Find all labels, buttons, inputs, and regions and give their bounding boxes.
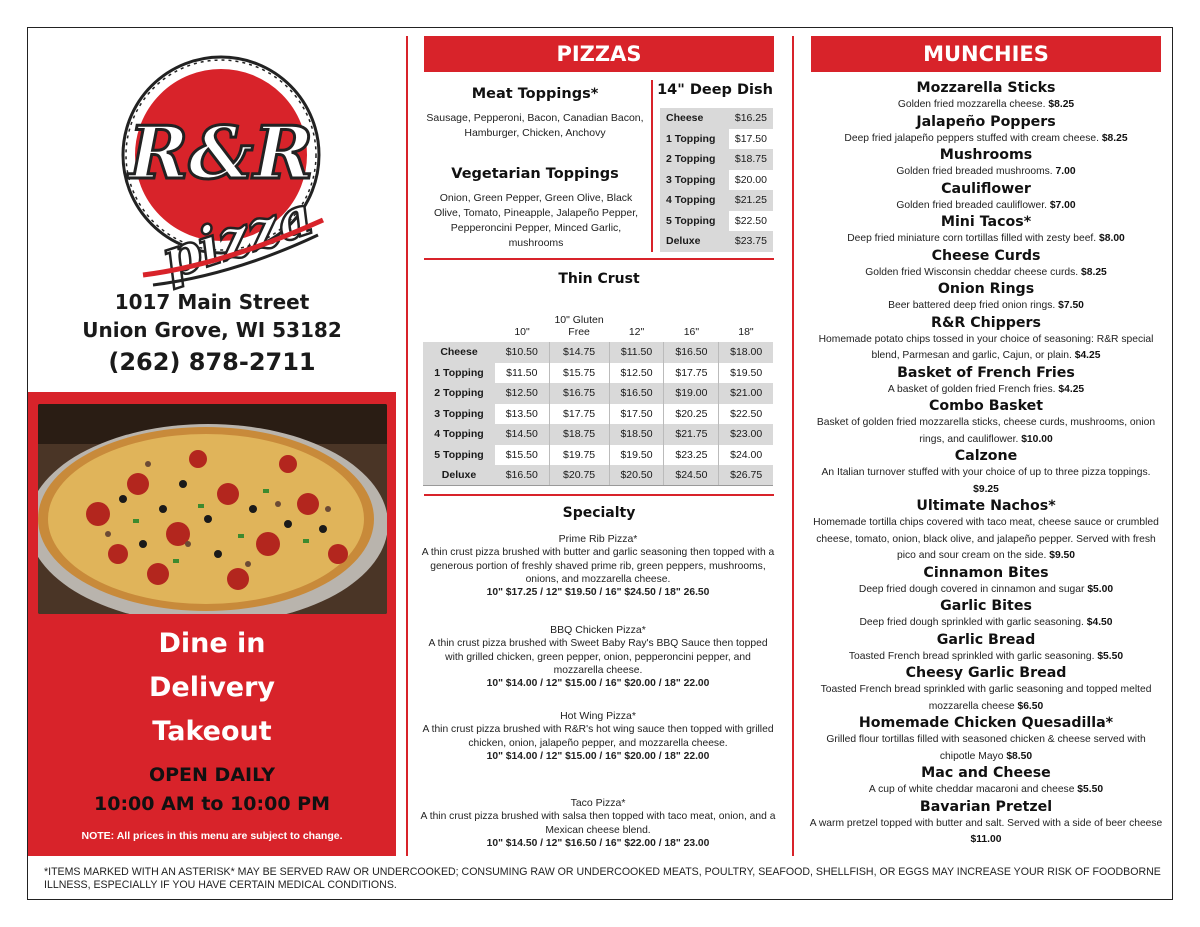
deep-dish-label: 3 Topping — [660, 170, 729, 191]
thin-crust-size-header: 12" — [628, 326, 645, 338]
specialty-price: 10" $14.50 / 12" $16.50 / 16" $22.00 / 18" 23.00 — [486, 837, 710, 849]
munchie-desc-text: Toasted French bread sprinkled with garlic seasoning and topped melted mozzarella cheese — [820, 684, 1152, 712]
thin-crust-row — [423, 424, 773, 445]
rr-pizza-logo — [113, 50, 333, 300]
service-delivery: Delivery — [148, 672, 276, 703]
munchie-name: Calzone — [954, 448, 1018, 464]
thin-crust-price: $12.50 — [495, 383, 549, 404]
thin-crust-price: $18.50 — [609, 424, 664, 445]
deep-dish-title: 14" Deep Dish — [657, 82, 773, 98]
deep-dish-price: $22.50 — [734, 214, 767, 227]
munchie-name: Cheesy Garlic Bread — [905, 665, 1067, 681]
munchie-desc — [808, 732, 1164, 765]
logo-word-text: pizza — [153, 182, 321, 292]
munchie-name: Homemade Chicken Quesadilla* — [858, 715, 1114, 731]
thin-crust-price: $16.50 — [664, 342, 719, 363]
munchie-price: $9.50 — [1049, 550, 1076, 561]
munchie-desc-text: Deep fried miniature corn tortillas filled with zesty beef. — [847, 233, 1097, 244]
munchie-name: Cinnamon Bites — [923, 564, 1049, 581]
munchie-desc — [808, 782, 1164, 799]
thin-crust-price: $19.00 — [664, 383, 719, 404]
specialty-item — [420, 624, 776, 690]
munchie-desc — [808, 265, 1164, 282]
footer-disclaimer: *ITEMS MARKED WITH AN ASTERISK* MAY BE SERVED RAW OR UNDERCOOKED; CONSUMING RAW OR UNDERCOOKED MEATS, POULTRY, SEAFOOD, SHELLFISH, OR EGGS MAY INCREASE YOUR RISK OF FOODBORNE ILLNESS, ESPECIALLY IF YOU HAVE CERTAIN MEDICAL CONDITIONS. — [44, 866, 1161, 891]
munchie-desc — [808, 332, 1164, 365]
city-address: Union Grove, WI 53182 — [82, 318, 342, 342]
thin-crust-price: $14.50 — [495, 424, 549, 445]
deep-dish-label: Deluxe — [660, 231, 729, 252]
specialty-desc: A thin crust pizza brushed with Sweet Baby Ray's BBQ Sauce then topped with grilled chicken, green pepper, onion, pepperoncini pepper, and mozzarella cheese. — [428, 638, 768, 676]
specialty-desc: A thin crust pizza brushed with R&R's hot wing sauce then topped with grilled chicken, onion, jalapeño pepper, and mozzarella cheese. — [422, 724, 774, 749]
service-dine-in: Dine in — [158, 628, 266, 659]
munchie-price: $4.25 — [1058, 383, 1085, 395]
street-address: 1017 Main Street — [114, 290, 310, 314]
thin-crust-price: $20.75 — [549, 465, 609, 486]
munchie-price: $11.00 — [970, 834, 1002, 845]
munchie-price: $5.50 — [1097, 650, 1124, 662]
thin-crust-price: $23.25 — [664, 445, 719, 466]
thin-crust-price: $24.50 — [664, 465, 719, 486]
deep-dish-label: 2 Topping — [660, 149, 729, 170]
deep-dish-price: $21.25 — [729, 190, 773, 211]
phone-number[interactable]: (262) 878-2711 — [108, 348, 316, 376]
munchie-price: $5.00 — [1087, 583, 1114, 595]
munchie-desc — [808, 582, 1164, 599]
thin-crust-price: $21.75 — [664, 424, 719, 445]
thin-crust-label: 1 Topping — [423, 363, 495, 384]
thin-crust-row — [423, 383, 773, 404]
munchie-price: $8.00 — [1099, 233, 1125, 244]
veg-toppings-title: Vegetarian Toppings — [451, 166, 619, 182]
munchie-desc-text: Toasted French bread sprinkled with garlic seasoning. — [848, 650, 1095, 662]
munchie-desc-text: A warm pretzel topped with butter and salt. Served with a side of beer cheese — [809, 817, 1163, 829]
thin-crust-size-header: 16" — [683, 326, 700, 338]
specialty-title: Specialty — [562, 505, 636, 521]
price-note: NOTE: All prices in this menu are subject to change. — [81, 830, 343, 842]
specialty-price: 10" $17.25 / 12" $19.50 / 16" $24.50 / 18" 26.50 — [486, 587, 710, 599]
thin-crust-price: $19.50 — [609, 445, 664, 466]
thin-crust-price: $19.50 — [730, 366, 763, 379]
munchie-price: 7.00 — [1055, 166, 1076, 177]
thin-crust-price: $11.50 — [609, 342, 664, 363]
munchie-name: Garlic Bread — [936, 631, 1036, 648]
thin-crust-price: $18.00 — [719, 342, 773, 363]
munchie-name: Mozzarella Sticks — [916, 80, 1056, 96]
info-panel — [28, 392, 396, 856]
munchie-desc — [808, 97, 1164, 114]
munchie-desc-text: A basket of golden fried French fries. — [887, 383, 1056, 395]
logo-brand-text: R&R — [128, 110, 314, 195]
column-divider-left — [406, 36, 408, 856]
munchie-name: Mini Tacos* — [940, 214, 1032, 230]
munchie-desc-text: Golden fried breaded mushrooms. — [896, 166, 1053, 177]
thin-crust-price: $21.00 — [719, 383, 773, 404]
hours-text: 10:00 AM to 10:00 PM — [94, 793, 330, 815]
specialty-price: 10" $14.00 / 12" $15.00 / 16" $20.00 / 18" 22.00 — [486, 678, 710, 690]
thin-crust-size-header: 18" — [738, 326, 754, 338]
munchie-name: Basket of French Fries — [897, 364, 1075, 381]
meat-toppings-text: Sausage, Pepperoni, Bacon, Canadian Bacon, Hamburger, Chicken, Anchovy — [426, 112, 644, 139]
munchie-desc — [808, 382, 1164, 399]
munchie-name: Jalapeño Poppers — [916, 113, 1056, 130]
thin-crust-label: 3 Topping — [423, 404, 495, 425]
thin-crust-row — [423, 342, 773, 363]
deep-dish-row — [660, 170, 773, 191]
munchie-desc — [808, 131, 1164, 148]
munchie-desc-text: Grilled flour tortillas filled with seasoned chicken & cheese served with chipotle Mayo — [826, 734, 1146, 762]
thin-crust-price: $13.50 — [495, 404, 549, 425]
munchie-price: $10.00 — [1021, 433, 1053, 445]
deep-dish-label: 1 Topping — [660, 129, 729, 150]
munchie-name: Cheese Curds — [931, 247, 1041, 264]
munchie-desc — [808, 515, 1164, 565]
munchie-desc-text: Golden fried breaded cauliflower. — [896, 199, 1047, 211]
thin-crust-price: $17.75 — [549, 404, 609, 425]
thin-crust-row — [423, 445, 773, 466]
thin-crust-price: $11.50 — [495, 363, 549, 384]
thin-crust-row — [423, 363, 773, 384]
column-divider-right — [792, 36, 794, 856]
specialty-name: Prime Rib Pizza* — [558, 533, 638, 545]
thin-crust-price: $16.50 — [609, 383, 664, 404]
munchie-desc — [808, 682, 1164, 715]
deep-dish-row — [660, 211, 773, 232]
thin-crust-price: $16.75 — [549, 383, 609, 404]
munchie-price: $5.50 — [1077, 784, 1104, 795]
deep-dish-row — [660, 129, 773, 150]
munchie-name: Cauliflower — [941, 180, 1031, 197]
munchie-price: $9.25 — [973, 483, 999, 495]
specialty-item — [420, 533, 776, 599]
deep-dish-label: 5 Topping — [660, 211, 729, 232]
thin-crust-price: $20.25 — [664, 404, 719, 425]
thin-crust-label: 4 Topping — [423, 424, 495, 445]
thin-crust-price: $17.50 — [609, 404, 664, 425]
thin-crust-size-header: 10" Gluten Free — [554, 314, 604, 338]
thin-crust-price: $20.50 — [609, 465, 664, 486]
thin-crust-price: $17.75 — [664, 363, 719, 384]
munchie-name: Ultimate Nachos* — [916, 498, 1056, 514]
thin-crust-price: $19.75 — [549, 445, 609, 466]
munchie-desc — [808, 164, 1164, 181]
munchie-desc-text: Golden fried mozzarella cheese. — [897, 99, 1046, 110]
munchie-name: R&R Chippers — [931, 314, 1041, 331]
toppings-divider — [651, 80, 653, 252]
munchie-desc-text: Homemade tortilla chips covered with taco meat, cheese sauce or crumbled cheese, tomato, onion, black olive, and jalapeño pepper. Served with fresh pico and sour cream on the side. — [813, 517, 1159, 561]
munchie-desc-text: Deep fried dough covered in cinnamon and sugar — [858, 583, 1085, 595]
munchie-desc — [808, 198, 1164, 215]
munchie-desc-text: A cup of white cheddar macaroni and cheese — [868, 784, 1075, 795]
thin-crust-price: $12.50 — [609, 363, 664, 384]
munchie-desc-text: Deep fried jalapeño peppers stuffed with cream cheese. — [844, 132, 1099, 144]
specialty-price: 10" $14.00 / 12" $15.00 / 16" $20.00 / 18" 22.00 — [486, 750, 710, 762]
munchie-desc-text: Homemade potato chips tossed in your choice of seasoning: R&R special blend, Parmesan and garlic, Cajun, or plain. — [818, 333, 1154, 361]
thin-header-blank — [423, 298, 495, 342]
thin-crust-title: Thin Crust — [558, 271, 640, 287]
deep-dish-row — [660, 108, 773, 129]
munchie-desc — [808, 231, 1164, 248]
specialty-desc: A thin crust pizza brushed with butter and garlic seasoning then topped with a generous portion of freshly shaved prime rib, green peppers, mushrooms, onions, and mozzarella cheese. — [421, 547, 775, 585]
munchie-desc — [808, 615, 1164, 632]
munchie-name: Onion Rings — [937, 281, 1035, 297]
munchie-price: $4.50 — [1086, 617, 1113, 628]
specialty-name: Taco Pizza* — [570, 797, 626, 809]
thin-crust-label: 2 Topping — [423, 383, 495, 404]
thin-crust-price: $24.00 — [730, 448, 763, 461]
thin-crust-price: $15.75 — [549, 363, 609, 384]
deep-dish-price: $20.00 — [734, 173, 767, 186]
munchie-desc — [808, 816, 1164, 849]
specialty-name: Hot Wing Pizza* — [560, 710, 636, 722]
section-divider-1 — [424, 258, 774, 260]
munchie-desc — [808, 649, 1164, 666]
specialty-item — [420, 710, 776, 763]
munchie-desc — [808, 298, 1164, 315]
munchie-desc-text: Beer battered deep fried onion rings. — [888, 300, 1056, 311]
thin-crust-label: Cheese — [423, 342, 495, 363]
munchie-price: $4.25 — [1074, 350, 1101, 361]
thin-crust-row — [423, 404, 773, 425]
thin-crust-label: 5 Topping — [423, 445, 495, 466]
munchie-desc — [808, 465, 1164, 498]
munchie-desc — [808, 415, 1164, 448]
munchie-name: Combo Basket — [928, 398, 1044, 414]
thin-crust-price: $26.75 — [719, 465, 773, 486]
specialty-desc: A thin crust pizza brushed with salsa then topped with taco meat, onion, and a Mexican cheese blend. — [420, 811, 776, 836]
munchie-desc-text: An Italian turnover stuffed with your choice of up to three pizza toppings. — [821, 467, 1151, 478]
munchie-name: Mushrooms — [939, 147, 1033, 163]
munchie-price: $8.25 — [1101, 132, 1128, 144]
thin-crust-size-header: 10" — [514, 326, 530, 338]
munchie-price: $8.50 — [1006, 750, 1033, 762]
deep-dish-price: $23.75 — [729, 231, 773, 252]
munchie-desc-text: Deep fried dough sprinkled with garlic seasoning. — [859, 617, 1084, 628]
thin-crust-table — [423, 298, 773, 486]
specialty-item — [420, 797, 776, 850]
pizza-photo — [38, 404, 387, 614]
pizza-image — [38, 404, 387, 614]
munchie-desc-text: Golden fried Wisconsin cheddar cheese curds. — [865, 266, 1079, 278]
munchies-header: MUNCHIES — [811, 36, 1161, 72]
specialty-name: BBQ Chicken Pizza* — [550, 624, 646, 636]
deep-dish-row — [660, 231, 773, 252]
munchie-price: $8.25 — [1081, 266, 1107, 278]
munchie-price: $8.25 — [1048, 99, 1075, 110]
pizzas-header: PIZZAS — [424, 36, 774, 72]
munchie-desc-text: Basket of golden fried mozzarella sticks, cheese curds, mushrooms, onion rings, and cauliflower. — [816, 417, 1156, 445]
meat-toppings-title: Meat Toppings* — [471, 86, 599, 102]
thin-crust-price: $22.50 — [730, 407, 763, 420]
deep-dish-price: $16.25 — [729, 108, 773, 129]
thin-crust-label: Deluxe — [423, 465, 495, 486]
service-takeout: Takeout — [152, 716, 272, 747]
thin-crust-price: $14.75 — [549, 342, 609, 363]
munchie-name: Mac and Cheese — [921, 765, 1051, 781]
thin-crust-price: $10.50 — [495, 342, 549, 363]
thin-crust-row — [423, 465, 773, 486]
munchie-price: $7.00 — [1049, 199, 1076, 211]
deep-dish-row — [660, 149, 773, 170]
open-daily: OPEN DAILY — [148, 764, 276, 786]
munchie-price: $6.50 — [1017, 700, 1044, 712]
thin-crust-price: $23.00 — [719, 424, 773, 445]
deep-dish-label: 4 Topping — [660, 190, 729, 211]
thin-crust-price: $15.50 — [495, 445, 549, 466]
thin-crust-price: $16.50 — [495, 465, 549, 486]
veg-toppings-text: Onion, Green Pepper, Green Olive, Black Olive, Tomato, Pineapple, Jalapeño Pepper, Pepperoncini Pepper, Minced Garlic, mushrooms — [433, 192, 639, 249]
deep-dish-price: $17.50 — [734, 132, 767, 145]
deep-dish-row — [660, 190, 773, 211]
deep-dish-price: $18.75 — [729, 149, 773, 170]
deep-dish-table — [660, 108, 773, 252]
thin-crust-price: $18.75 — [549, 424, 609, 445]
munchies-list — [808, 80, 1164, 849]
left-column — [28, 28, 396, 856]
section-divider-2 — [424, 494, 774, 496]
munchie-name: Bavarian Pretzel — [919, 798, 1053, 815]
munchie-price: $7.50 — [1058, 300, 1084, 311]
munchie-name: Garlic Bites — [940, 598, 1032, 614]
deep-dish-label: Cheese — [660, 108, 729, 129]
